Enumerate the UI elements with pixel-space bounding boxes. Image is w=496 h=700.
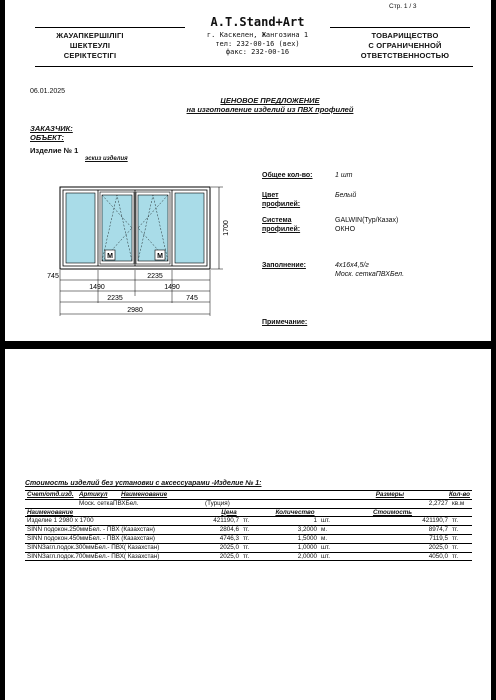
row-price-unit: тг. bbox=[241, 526, 255, 535]
glass-pane-right bbox=[175, 193, 204, 263]
filling-label: Заполнение: bbox=[262, 262, 306, 269]
dim-745-left: 745 bbox=[47, 273, 59, 280]
color-label-line: Цвет bbox=[262, 192, 279, 199]
row-qty: 1,0000 bbox=[255, 543, 319, 552]
object-label: ОБЪЕКТ: bbox=[30, 133, 64, 142]
accessory-unit: кв.м bbox=[450, 499, 472, 508]
dim-1490-left: 1490 bbox=[89, 284, 105, 291]
document-page-1 bbox=[5, 0, 491, 341]
glass-pane-left bbox=[66, 193, 95, 263]
dim-745-right: 745 bbox=[186, 295, 198, 302]
document-date: 06.01.2025 bbox=[30, 88, 66, 95]
row-cost: 2025,0 bbox=[373, 543, 450, 552]
total-qty-value: 1 шт bbox=[335, 172, 353, 179]
row-name: Изделие 1 2980 x 1700 bbox=[25, 517, 203, 526]
row-price-unit: тг. bbox=[241, 517, 255, 526]
col-header-name: Наименование bbox=[119, 491, 319, 500]
accessory-name: Моск. сеткаПВХБел. bbox=[77, 499, 203, 508]
header-rule-left bbox=[35, 27, 185, 28]
header-right-line: ОТВЕТСТВЕННОСТЬЮ bbox=[360, 51, 450, 60]
system-label-line: Система bbox=[262, 217, 292, 224]
document-title: ЦЕНОВОЕ ПРЕДЛОЖЕНИЕ bbox=[220, 96, 320, 105]
color-label bbox=[262, 192, 300, 209]
dim-2235-left: 2235 bbox=[107, 295, 123, 302]
accessory-origin: (Турция) bbox=[203, 499, 319, 508]
row-cost-unit: тг. bbox=[450, 534, 472, 543]
row-price: 2025,0 bbox=[203, 543, 241, 552]
table-header-row bbox=[25, 491, 472, 500]
row-name: SINN подокон.450ммБел. - ПВХ (Казахстан) bbox=[25, 534, 203, 543]
row-price: 4746,3 bbox=[203, 534, 241, 543]
table-row bbox=[25, 499, 472, 508]
col-header-article: Артикул bbox=[77, 491, 119, 500]
row-name: SINNЗагл.подок.300ммБел.- ПВХ( Казахстан) bbox=[25, 543, 203, 552]
system-value-line: GALWIN(Тур/Казах) bbox=[335, 217, 399, 224]
col-header-qty: Кол-во bbox=[406, 491, 472, 500]
document-subtitle: на изготовление изделий из ПВХ профилей bbox=[186, 105, 354, 114]
document-page-2 bbox=[5, 349, 491, 700]
table-row bbox=[25, 543, 472, 552]
dim-overall-width: 2980 bbox=[127, 307, 143, 314]
col-header-code: Счет/отд.изд. bbox=[25, 491, 77, 500]
row-price-unit: тг. bbox=[241, 534, 255, 543]
color-label-line: профилей: bbox=[262, 200, 301, 208]
item-title: Изделие № 1 bbox=[30, 146, 79, 155]
row-price: 421190,7 bbox=[203, 517, 241, 526]
row-cost-unit: тг. bbox=[450, 543, 472, 552]
table-row bbox=[25, 552, 472, 561]
table-row bbox=[25, 517, 472, 526]
dim-2235-right: 2235 bbox=[147, 273, 163, 280]
header-left-line: СЕРІКТЕСТІГІ bbox=[63, 51, 117, 60]
note-label: Примечание: bbox=[262, 319, 308, 326]
row-name: SINNЗагл.подок.700ммБел.- ПВХ( Казахстан) bbox=[25, 552, 203, 561]
customer-label: ЗАКАЗЧИК: bbox=[30, 124, 73, 133]
col-header-price: Цена bbox=[203, 508, 255, 517]
sketch-label: эскиз изделия bbox=[85, 156, 128, 162]
header-rule-right bbox=[330, 27, 470, 28]
fax-line: факс: 232-00-16 bbox=[225, 48, 290, 56]
row-price: 2804,6 bbox=[203, 526, 241, 535]
row-qty-unit: м. bbox=[319, 534, 335, 543]
row-cost-unit: тг. bbox=[450, 517, 472, 526]
address-line: г. Каскелен, Жангозина 1 bbox=[206, 31, 309, 39]
color-value: Белый bbox=[335, 192, 357, 199]
header-left-line: ШЕКТЕУЛІ bbox=[69, 41, 111, 50]
row-qty: 2,0000 bbox=[255, 552, 319, 561]
row-qty-unit: шт. bbox=[319, 543, 335, 552]
row-cost: 7119,5 bbox=[373, 534, 450, 543]
row-name: SINN подокон.250ммБел. - ПВХ (Казахстан) bbox=[25, 526, 203, 535]
window-sketch bbox=[45, 183, 235, 323]
row-qty-unit: шт. bbox=[319, 552, 335, 561]
row-cost: 8974,7 bbox=[373, 526, 450, 535]
accessory-qty: 2,2727 bbox=[406, 499, 450, 508]
page-number: Стр. 1 / 3 bbox=[389, 3, 417, 10]
row-price-unit: тг. bbox=[241, 543, 255, 552]
system-value-line: ОКНО bbox=[335, 225, 356, 233]
dim-height: 1700 bbox=[223, 220, 230, 236]
row-cost: 4050,0 bbox=[373, 552, 450, 561]
dim-1490-right: 1490 bbox=[164, 284, 180, 291]
header-right-russian bbox=[345, 31, 465, 61]
header-left-kazakh bbox=[35, 31, 145, 61]
table-header-row bbox=[25, 508, 472, 517]
row-cost-unit: тг. bbox=[450, 526, 472, 535]
header-right-line: ТОВАРИЩЕСТВО bbox=[371, 31, 439, 40]
col-header-size: Размеры bbox=[373, 491, 406, 500]
row-cost-unit: тг. bbox=[450, 552, 472, 561]
header-right-line: С ОГРАНИЧЕННОЙ bbox=[368, 41, 442, 50]
system-label-line: профилей: bbox=[262, 225, 301, 233]
company-name: A.T.Stand+Art bbox=[210, 15, 305, 29]
total-qty-label: Общее кол-во: bbox=[262, 172, 313, 179]
row-price-unit: тг. bbox=[241, 552, 255, 561]
table-row bbox=[25, 526, 472, 535]
row-price: 2025,0 bbox=[203, 552, 241, 561]
company-address bbox=[180, 31, 335, 57]
col-header-item-name: Наименование bbox=[25, 508, 203, 517]
row-qty: 3,2000 bbox=[255, 526, 319, 535]
row-qty-unit: м. bbox=[319, 526, 335, 535]
sash-mark: M bbox=[107, 253, 113, 260]
system-value bbox=[335, 217, 398, 234]
row-qty: 1 bbox=[255, 517, 319, 526]
col-header-quantity: Количество bbox=[255, 508, 335, 517]
row-cost: 421190,7 bbox=[373, 517, 450, 526]
table-row bbox=[25, 534, 472, 543]
header-rule-bottom bbox=[35, 66, 473, 67]
row-qty: 1,5000 bbox=[255, 534, 319, 543]
sash-mark: M bbox=[157, 253, 163, 260]
cost-table-title: Стоимость изделий без установки с аксессуарами -Изделие № 1: bbox=[25, 480, 262, 487]
filling-value-line: Моск. сеткаПВХБел. bbox=[335, 270, 405, 278]
phone-line: тел: 232-00-16 (вех) bbox=[215, 39, 300, 48]
header-left-line: ЖАУАПКЕРШІЛІГІ bbox=[56, 31, 124, 40]
filling-value-line: 4х16х4,5/г bbox=[335, 262, 369, 269]
cost-table bbox=[25, 490, 472, 561]
col-header-cost: Стоимость bbox=[335, 508, 450, 517]
row-qty-unit: шт. bbox=[319, 517, 335, 526]
system-label bbox=[262, 217, 300, 234]
filling-value bbox=[335, 262, 404, 279]
